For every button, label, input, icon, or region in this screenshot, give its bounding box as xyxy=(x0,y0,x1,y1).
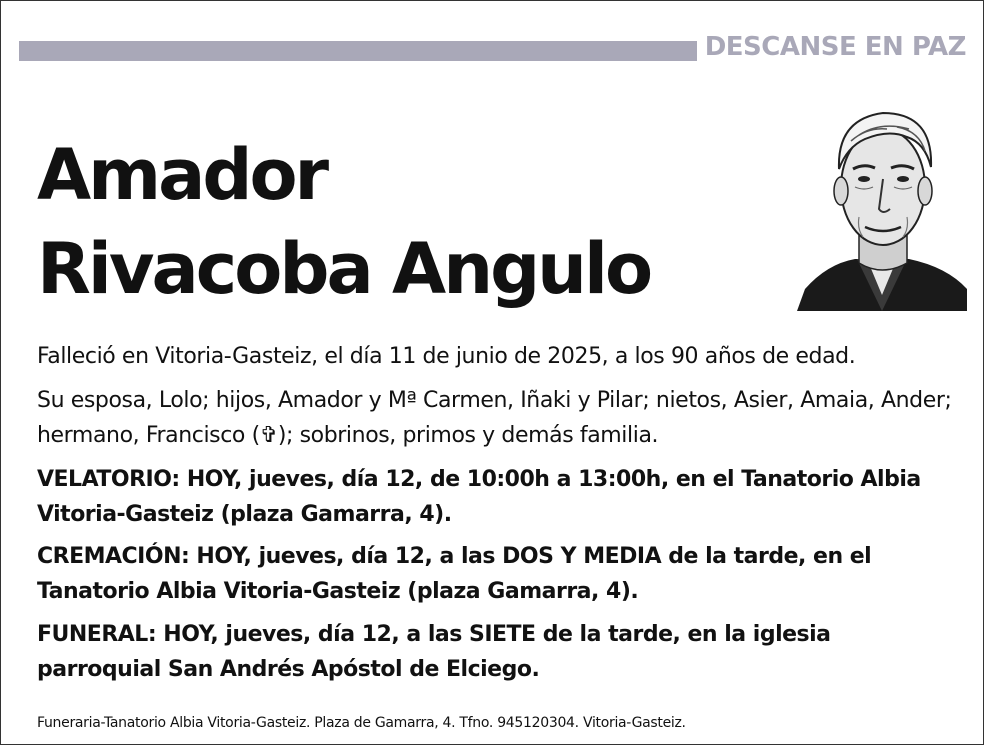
family-list xyxy=(37,383,957,453)
header-label: DESCANSE EN PAZ xyxy=(704,32,966,62)
family-list-part-1: Su esposa, Lolo; hijos, Amador y Mª Carmen, Iñaki y Pilar; nietos, Asier, Amaia, Ander; hermano, Francisco ( xyxy=(37,388,952,448)
portrait-photo xyxy=(797,99,967,311)
funeral-home-footer: Funeraria-Tanatorio Albia Vitoria-Gasteiz. Plaza de Gamarra, 4. Tfno. 945120304. Vitoria-Gasteiz. xyxy=(37,715,686,731)
funeral-info: FUNERAL: HOY, jueves, día 12, a las SIETE de la tarde, en la iglesia parroquial San Andrés Apóstol de Elciego. xyxy=(37,622,831,682)
cremacion-info: CREMACIÓN: HOY, jueves, día 12, a las DOS Y MEDIA de la tarde, en el Tanatorio Albia Vitoria-Gasteiz (plaza Gamarra, 4). xyxy=(37,544,872,604)
header-bar xyxy=(19,41,697,61)
family-list-part-2: ); sobrinos, primos y demás familia. xyxy=(277,423,659,448)
deceased-surnames: Rivacoba Angulo xyxy=(37,228,651,310)
portrait-drawing xyxy=(797,113,967,311)
cross-icon: ✞ xyxy=(259,423,278,448)
deceased-first-name: Amador xyxy=(37,134,327,216)
death-notice: Falleció en Vitoria-Gasteiz, el día 11 de junio de 2025, a los 90 años de edad. xyxy=(37,344,856,369)
velatorio-info: VELATORIO: HOY, jueves, día 12, de 10:00h a 13:00h, en el Tanatorio Albia Vitoria-Gasteiz (plaza Gamarra, 4). xyxy=(37,467,921,527)
